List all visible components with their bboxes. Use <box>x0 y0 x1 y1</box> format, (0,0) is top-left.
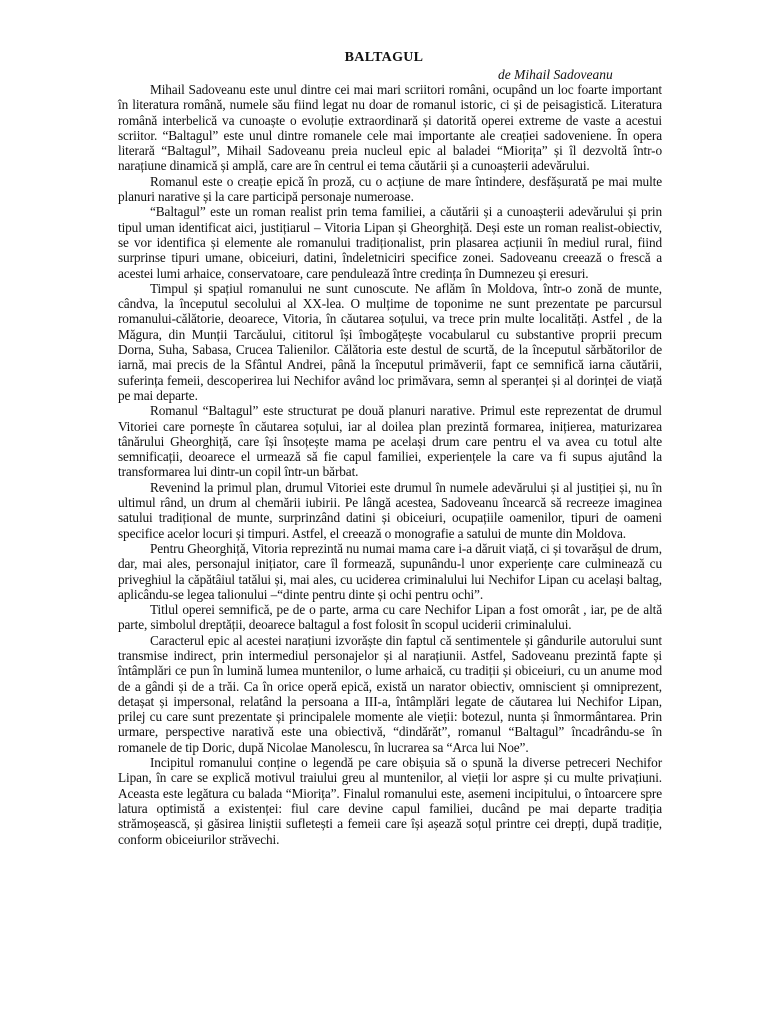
paragraph: Caracterul epic al acestei narațiuni izvorăște din faptul că sentimentele și gândurile autorului sunt transmise indirect, prin intermediul personajelor și al narațiunii. Astfel, Sadoveanu prezintă fapte și întâmplări ce pun în lumină lumea muntenilor, o lume arhaică, cu tradiții și obiceiuri, cu un anume mod de a gândi și de a trăi. Ca în orice operă epică, există un narator obiectiv, omniscient și omniprezent, detașat și impersonal, relatând la persoana a III-a, întâmplări legate de căutarea lui Nechifor Lipan, prilej cu care sunt prezentate și principalele momente ale vieții: botezul, nunta și înmormântarea. Prin urmare, perspective narativă este una obiectivă, “dindărăt”, romanul “Baltagul” încadrându-se în romanele de tip Doric, după Nicolae Manolescu, în lucrarea sa “Arca lui Noe”. <box>118 632 662 755</box>
document-title: BALTAGUL <box>344 50 424 65</box>
paragraph: Romanul “Baltagul” este structurat pe două planuri narative. Primul este reprezentat de drumul Vitoriei care pornește în căutarea soțului, iar al doilea plan prezintă formarea, inițierea, maturizarea tânărului Gheorghiță, care își însoțește mama pe același drum care pentru el va avea cu totul alte semnificații, deoarece el urmează să fie capul familiei, experiențele la care va fi supus ajutând la transformarea lui dintr-un copil într-un bărbat. <box>118 403 662 480</box>
paragraph: Titlul operei semnifică, pe de o parte, arma cu care Nechifor Lipan a fost omorât , iar, pe de altă parte, simbolul dreptății, deoarece baltagul a fost folosit în scopul uciderii criminalului. <box>118 602 662 633</box>
document-body <box>118 82 662 847</box>
paragraph: Pentru Gheorghiță, Vitoria reprezintă nu numai mama care i-a dăruit viață, ci și tovarășul de drum, dar, mai ales, personajul inițiator, care îl formează, supunându-l unor experiențe care culminează cu priveghiul la căpătâiul tatălui și, mai ales, cu uciderea criminalului lui Nechifor Lipan cu același baltag, aplicându-se legea talionului –“dinte pentru dinte și ochi pentru ochi”. <box>118 540 662 602</box>
paragraph: Incipitul romanului conține o legendă pe care obișuia să o spună la diverse petreceri Nechifor Lipan, în care se explică motivul traiului greu al muntenilor, al vieții lor aspre și cu multe privațiuni. Aceasta este legătura cu balada “Miorița”. Finalul romanului este, asemeni incipitului, o întoarcere spre latura optimistă a existenței: fiul care devine capul familiei, ducând pe mai departe tradiția strămoșească, și găsirea liniștii sufletești a femeii care își așează soțul printre cei drepți, după tradiție, conform obiceiurilor străvechi. <box>118 755 662 847</box>
paragraph: Revenind la primul plan, drumul Vitoriei este drumul în numele adevărului și al justiției și, nu în ultimul rând, un drum al chemării iubirii. Pe lângă acestea, Sadoveanu încearcă să recreeze imaginea satului tradițional de munte, surprinzând datini și obiceiuri, ocupațiile oamenilor, tipuri de oameni specifice acelor locuri și timpuri. Astfel, el creează o monografie a satului de munte din Moldova. <box>118 479 662 541</box>
paragraph: Timpul și spațiul romanului ne sunt cunoscute. Ne aflăm în Moldova, într-o zonă de munte, cândva, la începutul secolului al XX-lea. O mulțime de toponime ne sunt prezentate pe parcursul romanului-călătorie, deoarece, Vitoria, în căutarea soțului, va trece prin multe localități. Astfel , de la Măgura, din Munții Tarcăului, cititorul își îmbogățește vocabularul cu substantive proprii precum Dorna, Suha, Sabasa, Crucea Talienilor. Călătoria este destul de scurtă, de la începutul sărbătorilor de iarnă, mai precis de la Sfântul Andrei, până la începutul primăverii, fapt ce semnifică iarna căutării, suferința femeii, descoperirea lui Nechifor având loc primăvara, semn al speranței și al dorinței de viață pe mai departe. <box>118 280 662 403</box>
paragraph: Romanul este o creație epică în proză, cu o acțiune de mare întindere, desfășurată pe mai multe planuri narative și la care participă personaje numeroase. <box>118 173 662 205</box>
document-author: de Mihail Sadoveanu <box>498 67 613 82</box>
paragraph: Mihail Sadoveanu este unul dintre cei mai mari scriitori români, ocupând un loc foarte important în literatura română, numele său fiind legat nu doar de romanul istoric, ci și de peisagistică. Literatura română interbelică va cunoaște o evoluție extraordinară și datorită operei extreme de vaste a acestui scriitor. “Baltagul” este unul dintre romanele cele mai importante ale creației sadoveniene. În opera literară “Baltagul”, Mihail Sadoveanu preia nucleul epic al baladei “Miorița” și îl dezvoltă într-o narațiune dinamică și amplă, care are în centrul ei tema căutării și a cunoașterii adevărului. <box>118 82 662 174</box>
paragraph: “Baltagul” este un roman realist prin tema familiei, a căutării și a cunoașterii adevărului și prin tipul uman identificat aici, justițiarul – Vitoria Lipan și Gheorghiță. Deși este un roman realist-obiectiv, se vor identifica și elemente ale romanului tradiționalist, prin plasarea acțiunii în mediul rural, fiind surprinse tipuri umane, obiceiuri, datini, îndeletniciri specifice zonei. Sadoveanu creează o frescă a acestei lumi arhaice, conservatoare, care pendulează între credința în Dumnezeu și eresuri. <box>118 204 662 281</box>
